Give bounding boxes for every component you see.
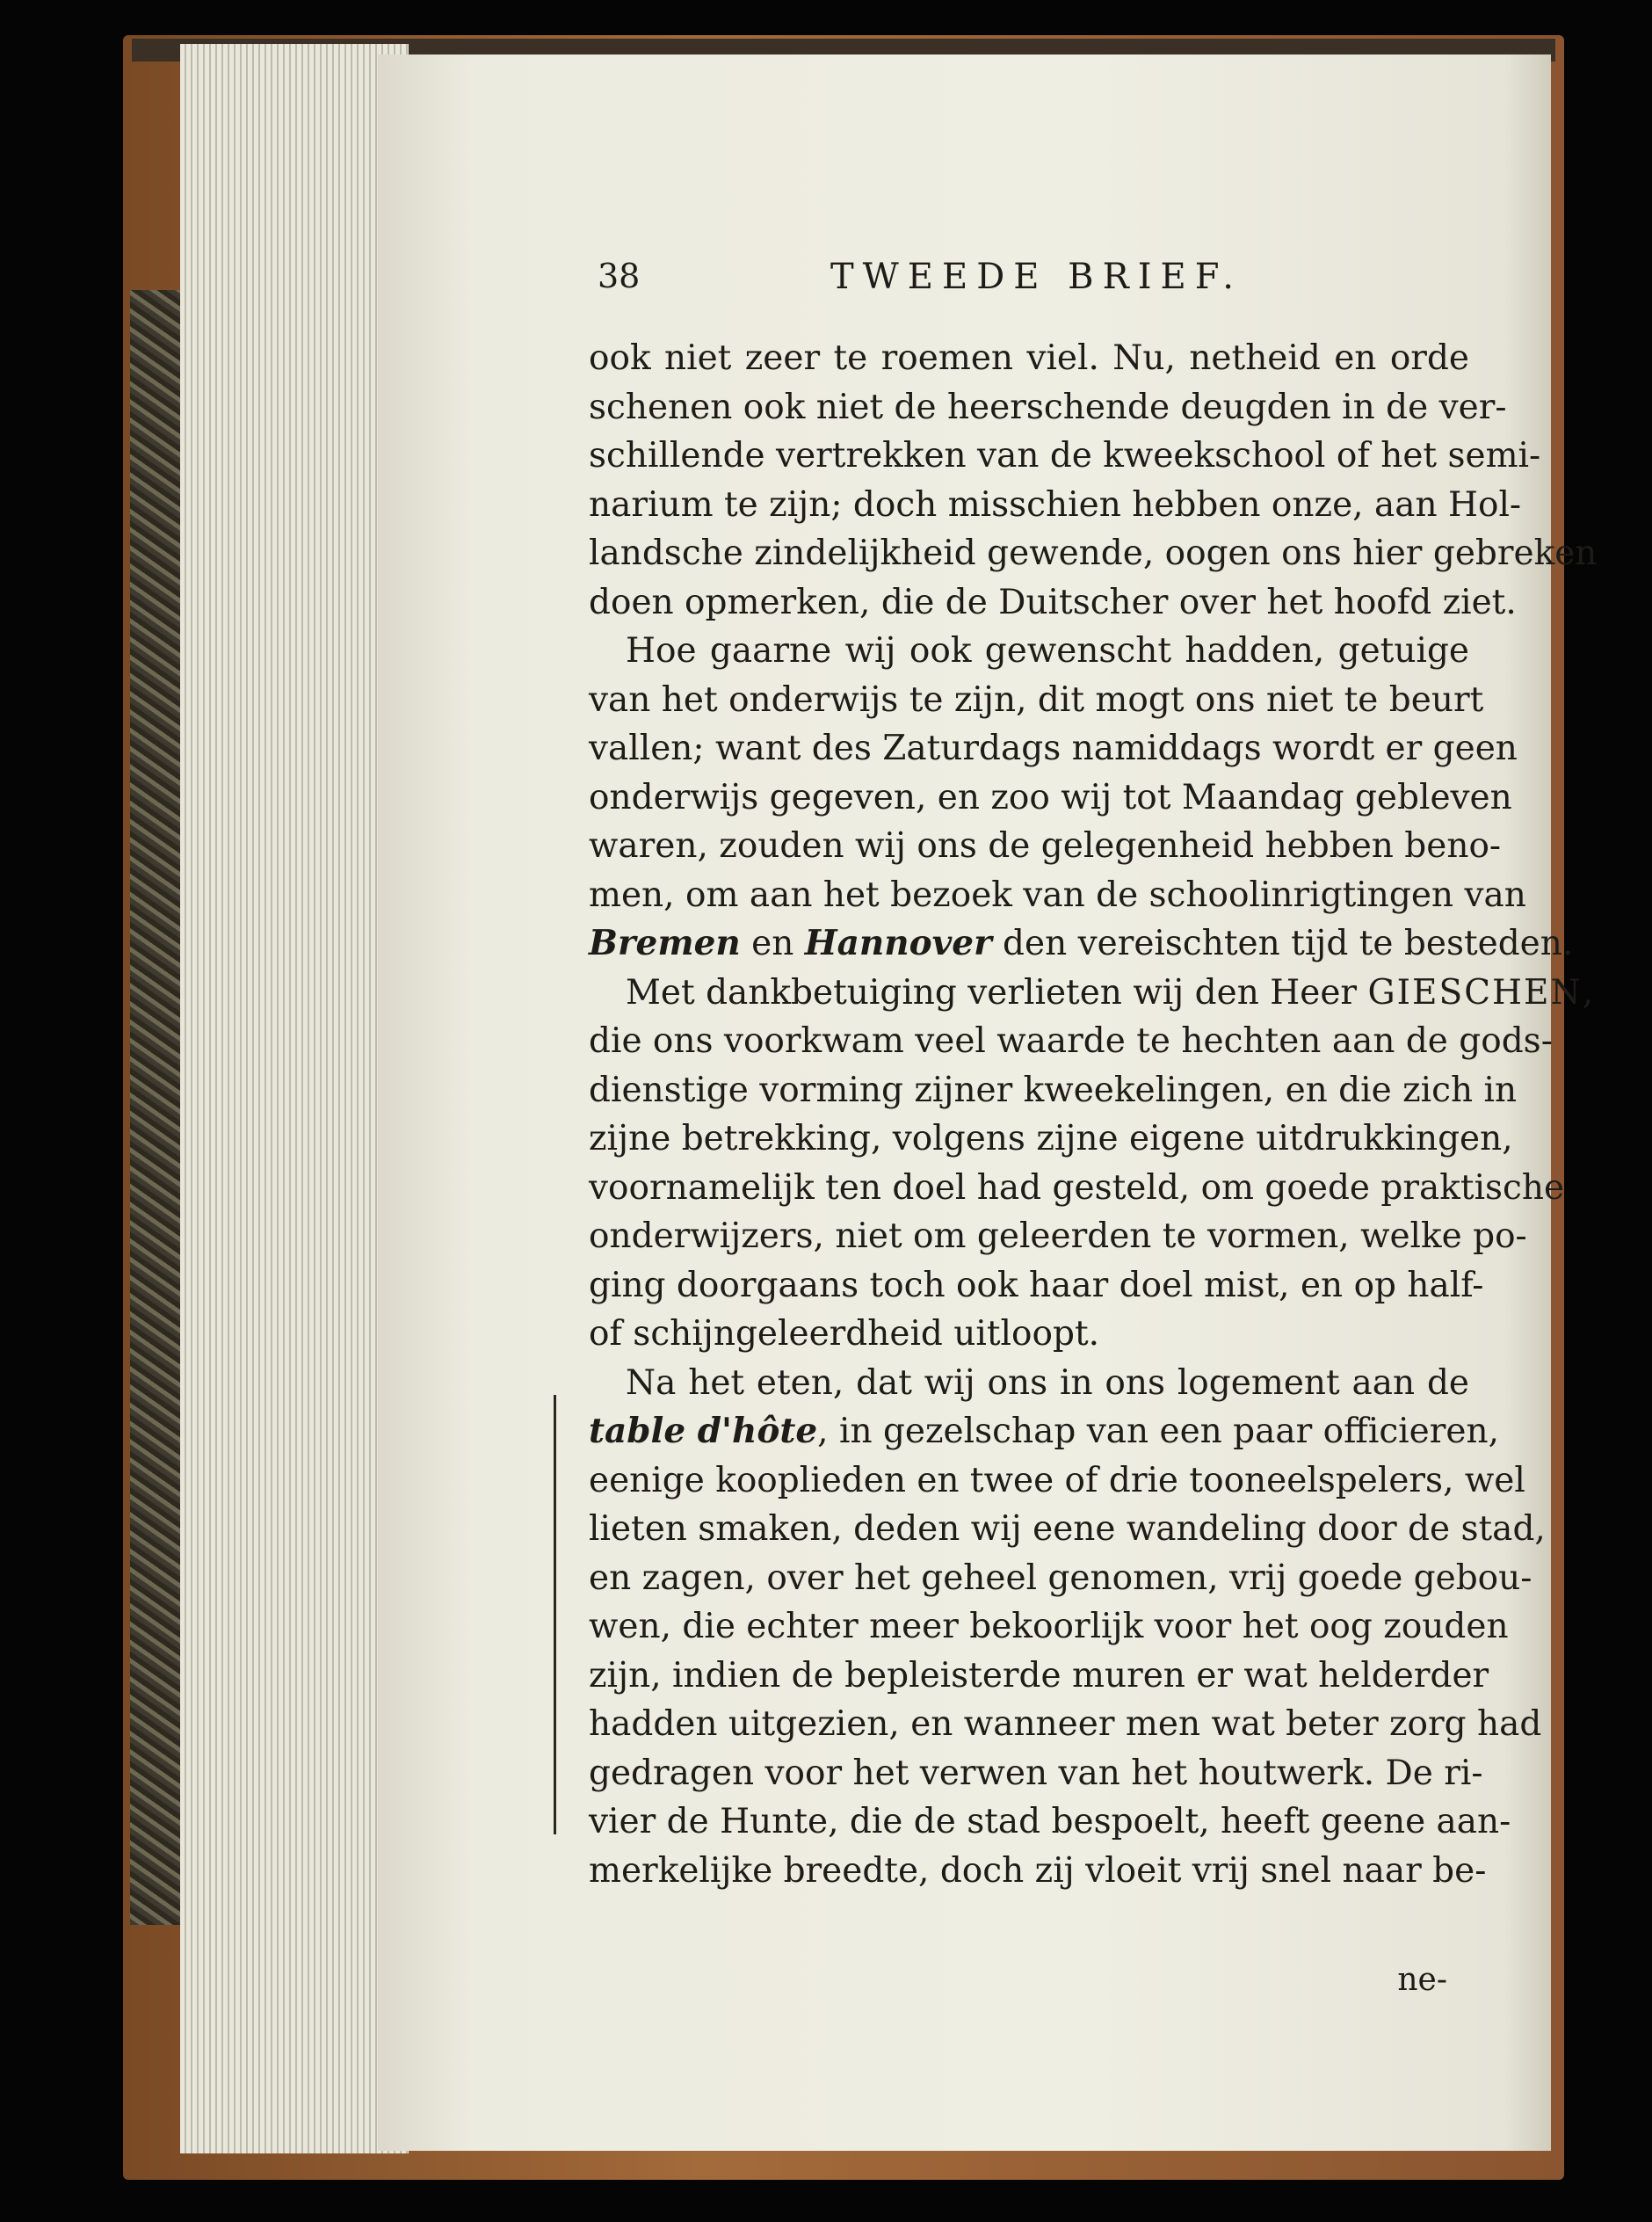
text-line: schillende vertrekken van de kweekschool of het semi-: [589, 436, 1541, 476]
text-run: en: [740, 924, 805, 963]
text-line: zijne betrekking, volgens zijne eigene uitdrukkingen,: [589, 1119, 1513, 1158]
text-run: , in gezelschap van een paar officieren,: [817, 1412, 1499, 1451]
page-header: [598, 257, 1652, 309]
text-line: waren, zouden wij ons de gelegenheid hebben beno-: [589, 826, 1502, 866]
text-line: [589, 969, 1594, 1018]
text-line: die ons voorkwam veel waarde te hechten aan de gods-: [589, 1021, 1553, 1061]
text-line: narium te zijn; doch misschien hebben onze, aan Hol-: [589, 484, 1522, 525]
place-name: Hannover: [804, 923, 992, 963]
text-line: men, om aan het bezoek van de schoolinrigtingen van: [589, 875, 1526, 915]
text-line: vier de Hunte, die de stad bespoelt, heeft geene aan-: [589, 1802, 1511, 1841]
book-page: [378, 54, 1598, 2151]
catchword: ne-: [1397, 1962, 1447, 1998]
text-line: vallen; want des Zaturdags namiddags wordt er geen: [589, 729, 1518, 768]
text-line: Na het eten, dat wij ons in ons logement aan de: [626, 1362, 1469, 1403]
text-line: van het onderwijs te zijn, dit mogt ons niet te beurt: [589, 679, 1484, 720]
text-run: ,: [1582, 972, 1594, 1013]
running-title: TWEEDE BRIEF.: [830, 257, 1243, 297]
text-line: doen opmerken, die de Duitscher over het hoofd ziet.: [589, 582, 1517, 622]
text-line: en zagen, over het geheel genomen, vrij goede gebou-: [589, 1558, 1532, 1598]
text-line: onderwijzers, niet om geleerden te vormen, welke po-: [589, 1216, 1527, 1256]
text-run: Met dankbetuiging verlieten wij den Heer: [626, 972, 1368, 1013]
text-line: Hoe gaarne wij ook gewenscht hadden, getuige: [626, 631, 1469, 671]
page-stack: [180, 44, 409, 2153]
page-number: 38: [598, 257, 641, 295]
text-line: landsche zindelijkheid gewende, oogen ons hier gebreken: [589, 534, 1598, 573]
person-name: GIESCHEN: [1367, 972, 1583, 1013]
body-text: [589, 334, 1598, 1895]
text-line: zijn, indien de bepleisterde muren er wat helderder: [589, 1655, 1489, 1696]
text-line: hadden uitgezien, en wanneer men wat beter zorg had: [589, 1704, 1542, 1744]
text-line: schenen ook niet de heerschende deugden in de ver-: [589, 387, 1507, 427]
text-run: den vereischten tijd te besteden.: [991, 924, 1574, 963]
place-name: Bremen: [589, 923, 741, 963]
text-line: gedragen voor het verwen van het houtwerk. De ri-: [589, 1753, 1483, 1793]
text-line: ging doorgaans toch ook haar doel mist, en op half-: [589, 1265, 1484, 1305]
text-line: dienstige vorming zijner kweekelingen, en die zich in: [589, 1070, 1518, 1110]
text-line: eenige kooplieden en twee of drie tooneelspelers, wel: [589, 1460, 1525, 1500]
text-line: voornamelijk ten doel had gesteld, om goede praktische: [589, 1167, 1565, 1208]
text-line: onderwijs gegeven, en zoo wij tot Maandag gebleven: [589, 777, 1512, 817]
text-line: ook niet zeer te roemen viel. Nu, netheid en orde: [589, 338, 1469, 378]
text-line: wen, die echter meer bekoorlijk voor het oog zouden: [589, 1607, 1509, 1646]
text-line: [589, 1407, 1499, 1456]
text-line: of schijngeleerdheid uitloopt.: [589, 1314, 1100, 1354]
text-line: [589, 919, 1574, 969]
italic-phrase: table d'hôte: [589, 1411, 818, 1451]
margin-pencil-line: [554, 1395, 556, 1834]
text-line: merkelijke breedte, doch zij vloeit vrij snel naar be-: [589, 1850, 1487, 1891]
text-line: lieten smaken, deden wij eene wandeling door de stad,: [589, 1509, 1546, 1549]
